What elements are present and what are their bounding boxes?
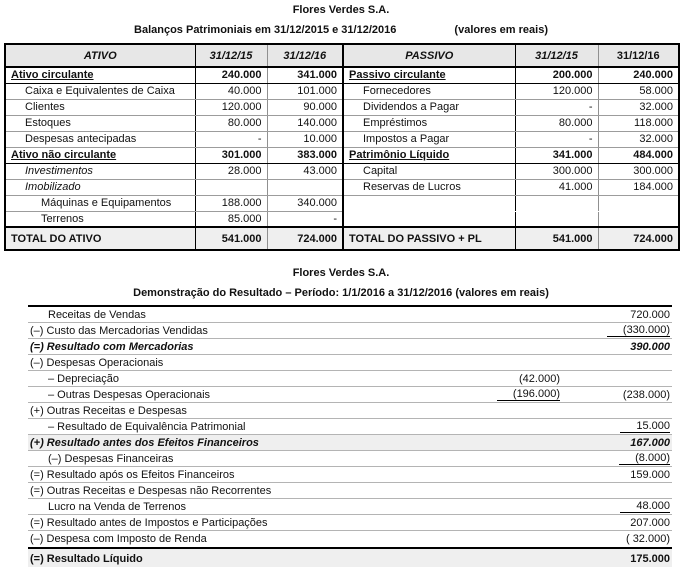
passivo-label: Fornecedores — [343, 83, 515, 99]
passivo-value-16 — [598, 211, 679, 227]
passivo-value-16: 300.000 — [598, 163, 679, 179]
dre-net-income-row — [28, 547, 672, 567]
passivo-value-15: - — [515, 99, 598, 115]
ativo-value-16: 340.000 — [267, 195, 343, 211]
ativo-value-16: 383.000 — [267, 147, 343, 163]
dre-row — [28, 467, 672, 483]
passivo-value-16: 484.000 — [598, 147, 679, 163]
ativo-value-16: 90.000 — [267, 99, 343, 115]
total-passivo-value-16: 724.000 — [598, 227, 679, 250]
passivo-value-15: 80.000 — [515, 115, 598, 131]
ativo-value-15: 40.000 — [195, 83, 267, 99]
total-ativo-label: TOTAL DO ATIVO — [5, 227, 195, 250]
col-header-date3: 31/12/15 — [515, 44, 598, 67]
row-value: (238.000) — [622, 388, 670, 401]
income-statement-subtitle: Demonstração do Resultado – Período: 1/1/2016 a 31/12/2016 (valores em reais) — [133, 287, 549, 299]
balance-sheet-header-row — [5, 44, 679, 67]
ativo-value-16: 43.000 — [267, 163, 343, 179]
passivo-value-15: 200.000 — [515, 67, 598, 83]
row-value: 48.000 — [560, 500, 672, 513]
row-label: (=) Resultado com Mercadorias — [30, 340, 194, 353]
row-value: 720.000 — [630, 308, 670, 321]
row-label: – Outras Despesas Operacionais — [48, 388, 211, 401]
passivo-label: Empréstimos — [343, 115, 515, 131]
ativo-label: Clientes — [5, 99, 195, 115]
ativo-value-16 — [267, 179, 343, 195]
ativo-value-16: 140.000 — [267, 115, 343, 131]
ativo-label: Estoques — [5, 115, 195, 131]
table-row — [5, 99, 679, 115]
total-ativo-value-16: 724.000 — [267, 227, 343, 250]
ativo-label: Despesas antecipadas — [5, 131, 195, 147]
row-value: ( 32.000) — [625, 533, 670, 545]
row-label: – Depreciação — [48, 372, 119, 385]
ativo-value-16: 341.000 — [267, 67, 343, 83]
ativo-value-15 — [195, 179, 267, 195]
row-value: (8.000) — [560, 452, 672, 465]
passivo-label: Impostos a Pagar — [343, 131, 515, 147]
table-row — [5, 115, 679, 131]
ativo-value-15: 80.000 — [195, 115, 267, 131]
dre-row — [28, 451, 672, 467]
row-label: (=) Resultado antes de Impostos e Participações — [30, 516, 268, 529]
ativo-value-16: 10.000 — [267, 131, 343, 147]
dre-row — [28, 355, 672, 371]
passivo-value-16: 118.000 — [598, 115, 679, 131]
dre-row — [28, 419, 672, 435]
balance-sheet-currency-note: (valores em reais) — [454, 24, 548, 36]
row-label: (=) Outras Receitas e Despesas não Recorrentes — [30, 484, 272, 497]
passivo-value-16: 184.000 — [598, 179, 679, 195]
ativo-label: Imobilizado — [5, 179, 195, 195]
col-header-date1: 31/12/15 — [195, 44, 267, 67]
dre-row — [28, 435, 672, 451]
passivo-label: Patrimônio Líquido — [343, 147, 515, 163]
table-row — [5, 163, 679, 179]
balance-sheet-title-text: Balanços Patrimoniais em 31/12/2015 e 31/12/2016 — [134, 24, 397, 36]
dre-row — [28, 531, 672, 547]
passivo-value-16 — [598, 195, 679, 211]
passivo-value-15: 41.000 — [515, 179, 598, 195]
ativo-label: Investimentos — [5, 163, 195, 179]
ativo-value-15: 85.000 — [195, 211, 267, 227]
table-row — [5, 131, 679, 147]
row-value: 175.000 — [630, 552, 670, 565]
dre-row — [28, 387, 672, 403]
ativo-value-15: 28.000 — [195, 163, 267, 179]
passivo-value-16: 240.000 — [598, 67, 679, 83]
ativo-value-16: - — [267, 211, 343, 227]
passivo-value-16: 32.000 — [598, 99, 679, 115]
row-label: Receitas de Vendas — [48, 308, 146, 321]
passivo-value-15 — [515, 211, 598, 227]
row-label: (–) Custo das Mercadorias Vendidas — [30, 324, 208, 337]
dre-row — [28, 307, 672, 323]
table-row — [5, 179, 679, 195]
row-mid-value: (42.000) — [519, 372, 560, 385]
row-value: (330.000) — [560, 324, 672, 337]
row-value: 15.000 — [560, 420, 672, 433]
total-passivo-label: TOTAL DO PASSIVO + PL — [343, 227, 515, 250]
ativo-value-15: 188.000 — [195, 195, 267, 211]
row-label: – Resultado de Equivalência Patrimonial — [48, 420, 246, 433]
row-label: (–) Despesa com Imposto de Renda — [30, 533, 207, 545]
row-label: (+) Outras Receitas e Despesas — [30, 404, 187, 417]
row-label: (–) Despesas Financeiras — [48, 452, 174, 465]
col-header-date2: 31/12/16 — [267, 44, 343, 67]
balance-sheet-total-row — [5, 227, 679, 250]
ativo-label: Terrenos — [5, 211, 195, 227]
total-passivo-value-15: 541.000 — [515, 227, 598, 250]
income-statement-section — [0, 267, 682, 567]
ativo-value-15: 301.000 — [195, 147, 267, 163]
passivo-label: Dividendos a Pagar — [343, 99, 515, 115]
row-label: (–) Despesas Operacionais — [30, 356, 164, 369]
table-row — [5, 67, 679, 83]
col-header-ativo: ATIVO — [5, 44, 195, 67]
ativo-value-15: - — [195, 131, 267, 147]
dre-row — [28, 483, 672, 499]
row-value: 207.000 — [630, 516, 670, 529]
dre-row — [28, 323, 672, 339]
balance-sheet-company-title: Flores Verdes S.A. — [292, 4, 390, 16]
ativo-label: Caixa e Equivalentes de Caixa — [5, 83, 195, 99]
table-row — [5, 211, 679, 227]
row-value: 159.000 — [630, 468, 670, 481]
ativo-value-15: 240.000 — [195, 67, 267, 83]
passivo-label — [343, 195, 515, 211]
passivo-label — [343, 211, 515, 227]
balance-sheet-subtitle — [0, 24, 682, 37]
dre-row — [28, 403, 672, 419]
dre-row — [28, 371, 672, 387]
passivo-value-15: - — [515, 131, 598, 147]
passivo-value-15 — [515, 195, 598, 211]
table-row — [5, 83, 679, 99]
total-ativo-value-15: 541.000 — [195, 227, 267, 250]
row-label: (=) Resultado após os Efeitos Financeiros — [30, 468, 235, 481]
passivo-label: Capital — [343, 163, 515, 179]
dre-row — [28, 499, 672, 515]
passivo-label: Reservas de Lucros — [343, 179, 515, 195]
row-label: (+) Resultado antes dos Efeitos Financeiros — [30, 436, 259, 449]
passivo-value-15: 300.000 — [515, 163, 598, 179]
dre-row — [28, 515, 672, 531]
passivo-value-16: 32.000 — [598, 131, 679, 147]
dre-row — [28, 339, 672, 355]
ativo-label: Ativo não circulante — [5, 147, 195, 163]
income-statement-company-title: Flores Verdes S.A. — [292, 267, 390, 279]
col-header-passivo: PASSIVO — [343, 44, 515, 67]
col-header-date4: 31/12/16 — [598, 44, 679, 67]
ativo-value-16: 101.000 — [267, 83, 343, 99]
passivo-value-15: 120.000 — [515, 83, 598, 99]
table-row — [5, 147, 679, 163]
row-mid-value: (196.000) — [460, 388, 560, 401]
table-row — [5, 195, 679, 211]
passivo-value-16: 58.000 — [598, 83, 679, 99]
income-statement-table — [28, 305, 672, 567]
ativo-label: Máquinas e Equipamentos — [5, 195, 195, 211]
ativo-label: Ativo circulante — [5, 67, 195, 83]
row-value: 390.000 — [630, 340, 670, 353]
row-label: Lucro na Venda de Terrenos — [48, 500, 187, 513]
passivo-label: Passivo circulante — [343, 67, 515, 83]
row-value: 167.000 — [630, 436, 670, 449]
balance-sheet-table — [4, 43, 680, 251]
row-label: (=) Resultado Líquido — [30, 552, 143, 565]
passivo-value-15: 341.000 — [515, 147, 598, 163]
ativo-value-15: 120.000 — [195, 99, 267, 115]
